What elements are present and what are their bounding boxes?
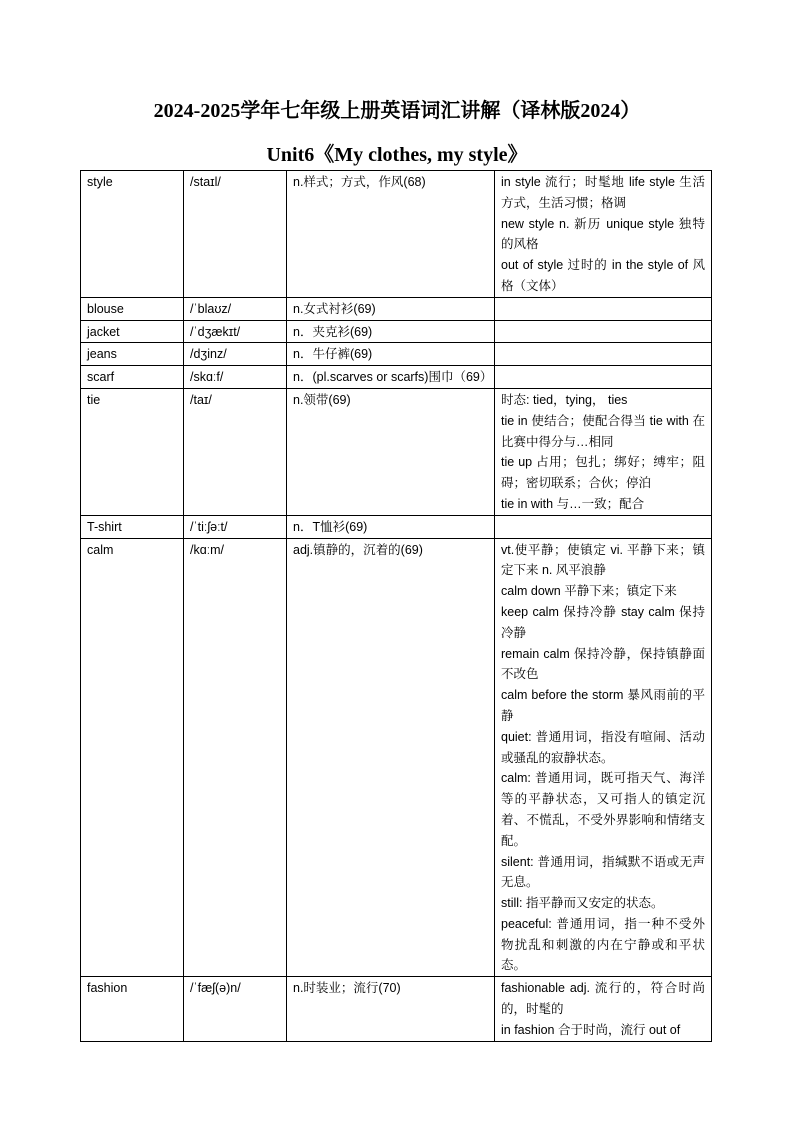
phonetic-cell: /ˈtiːʃəːt/ [184, 515, 287, 538]
phonetic-cell: /ˈblaʊz/ [184, 297, 287, 320]
note-line: tie up 占用；包扎；绑好；缚牢；阻碍；密切联系；合伙；停泊 [501, 455, 705, 491]
page-title: 2024-2025学年七年级上册英语词汇讲解（译林版2024） [153, 100, 641, 122]
table-row [81, 343, 712, 366]
note-line: out of style 过时的 in the style of 风格（文体） [501, 258, 705, 293]
notes-cell [495, 320, 712, 343]
notes-cell [495, 538, 712, 977]
meaning-cell: n.女式衬衫(69) [287, 297, 495, 320]
phonetic-cell: /ˈdʒækɪt/ [184, 320, 287, 343]
note-line: still: 指平静而又安定的状态。 [501, 896, 664, 911]
note-line: calm: 普通用词，既可指天气、海洋等的平静状态，又可指人的镇定沉着、不慌乱，不受外界影响和情绪支配。 [501, 771, 705, 848]
note-line: vt.使平静；使镇定 vi. 平静下来；镇定下来 n. 风平浪静 [501, 542, 705, 578]
note-line: in style 流行；时髦地 life style 生活方式，生活习惯；格调 [501, 175, 705, 210]
note-line: calm before the storm 暴风雨前的平静 [501, 688, 705, 723]
meaning-cell: n.领带(69) [287, 388, 495, 515]
note-line: tie in with 与…一致；配合 [501, 496, 645, 511]
notes-cell [495, 366, 712, 389]
note-line: silent: 普通用词，指缄默不语或无声无息。 [501, 854, 705, 890]
vocabulary-table-body [81, 171, 712, 1042]
word-cell: scarf [81, 366, 184, 389]
meaning-cell: n．夹克衫(69) [287, 320, 495, 343]
vocabulary-table [80, 170, 712, 1042]
notes-cell [495, 297, 712, 320]
phonetic-cell: /taɪ/ [184, 388, 287, 515]
phonetic-cell: /dʒinz/ [184, 343, 287, 366]
note-line: tie in 使结合；使配合得当 tie with 在比赛中得分与…相同 [501, 413, 705, 449]
note-line: 时态: tied，tying， ties [501, 392, 628, 407]
note-line: keep calm 保持冷静 stay calm 保持冷静 [501, 604, 705, 640]
table-row [81, 171, 712, 298]
page-subtitle: Unit6《My clothes, my style》 [266, 144, 528, 166]
word-cell: calm [81, 538, 184, 977]
table-row [81, 977, 712, 1041]
notes-cell [495, 171, 712, 298]
meaning-cell: n．牛仔裤(69) [287, 343, 495, 366]
meaning-cell: n．T恤衫(69) [287, 515, 495, 538]
word-cell: fashion [81, 977, 184, 1041]
table-row [81, 320, 712, 343]
note-line: remain calm 保持冷静，保持镇静面不改色 [501, 646, 705, 682]
notes-cell [495, 977, 712, 1041]
meaning-cell: adj.镇静的，沉着的(69) [287, 538, 495, 977]
meaning-cell: n.样式；方式，作风(68) [287, 171, 495, 298]
table-row [81, 297, 712, 320]
phonetic-cell: /ˈfæʃ(ə)n/ [184, 977, 287, 1041]
note-line: in fashion 合于时尚，流行 out of [501, 1022, 681, 1037]
word-cell: T-shirt [81, 515, 184, 538]
meaning-cell: n.时装业；流行(70) [287, 977, 495, 1041]
note-line: quiet: 普通用词，指没有喧闹、活动或骚乱的寂静状态。 [501, 729, 705, 765]
note-line: peaceful: 普通用词，指一种不受外物扰乱和刺激的内在宁静或和平状态。 [501, 916, 705, 973]
table-row [81, 388, 712, 515]
word-cell: jeans [81, 343, 184, 366]
note-line: calm down 平静下来；镇定下来 [501, 584, 677, 599]
word-cell: tie [81, 388, 184, 515]
notes-cell [495, 343, 712, 366]
phonetic-cell: /staɪl/ [184, 171, 287, 298]
phonetic-cell: /skɑːf/ [184, 366, 287, 389]
table-row [81, 538, 712, 977]
note-line: fashionable adj. 流行的，符合时尚的，时髦的 [501, 981, 705, 1017]
note-line: new style n. 新历 unique style 独特的风格 [501, 216, 705, 252]
word-cell: style [81, 171, 184, 298]
word-cell: jacket [81, 320, 184, 343]
word-cell: blouse [81, 297, 184, 320]
table-row [81, 366, 712, 389]
meaning-cell: n．(pl.scarves or scarfs)围巾（69） [287, 366, 495, 389]
table-row [81, 515, 712, 538]
notes-cell [495, 388, 712, 515]
notes-cell [495, 515, 712, 538]
phonetic-cell: /kɑːm/ [184, 538, 287, 977]
